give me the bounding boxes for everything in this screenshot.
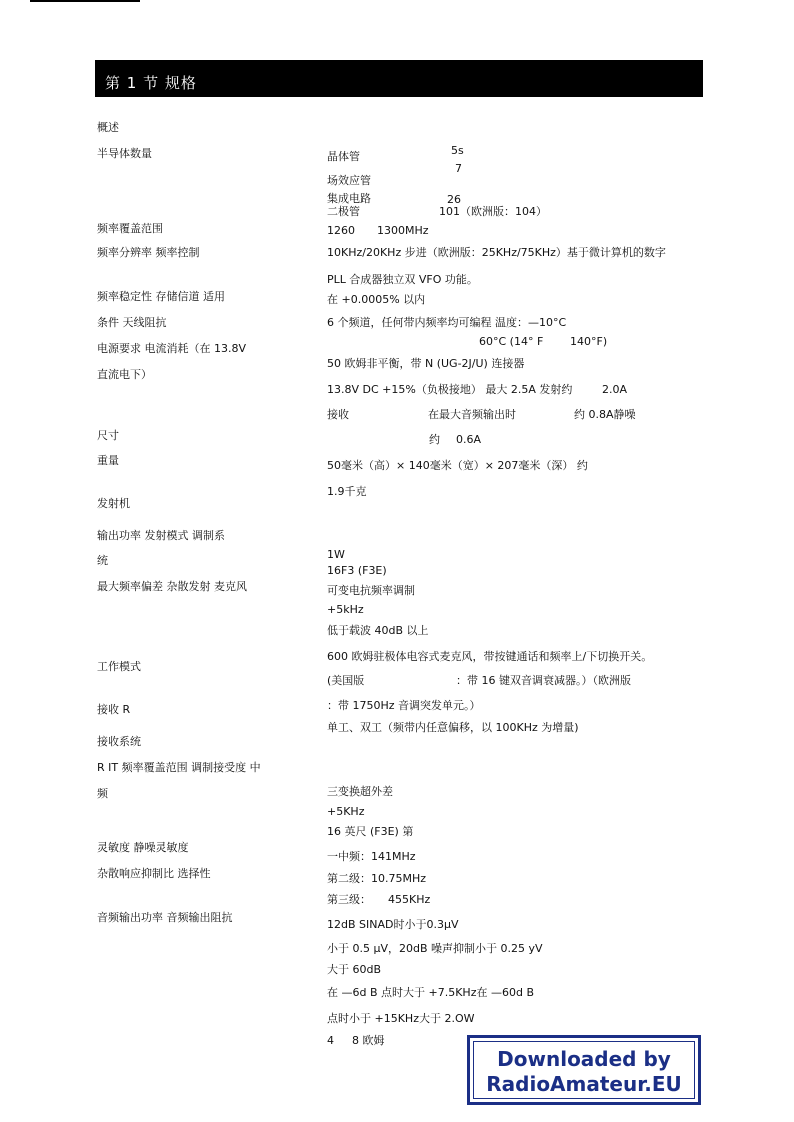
top-rule [30,0,140,2]
value-if2: 第二级：10.75MHz [327,872,427,885]
value-modulation: 可变电抗频率调制 [327,584,415,597]
value-fet-label: 场效应管 [327,174,371,187]
value-step: 10KHz/20KHz 步进（欧洲版：25KHz/75KHz）基于微计算机的数字 [327,246,666,259]
label-audio-output: 音频输出功率 音频输出阻抗 [97,911,233,924]
label-receiver-system: 接收系统 [97,735,141,748]
value-diode-count: 101（欧洲版：104） [439,205,547,218]
label-weight: 重量 [97,454,119,467]
value-power: 13.8V DC +15%（负极接地） 最大 2.5A 发射约 [327,383,573,396]
value-us-version: (美国版 [327,674,365,687]
label-frequency-stability: 频率稳定性 存储信道 适用 [97,290,225,303]
label-overview: 概述 [97,121,119,134]
value-deviation: +5kHz [327,603,364,616]
label-semiconductors: 半导体数量 [97,147,152,160]
value-temp-f: 140°F) [570,335,608,348]
value-tone-burst: ：带 1750Hz 音调突发单元。） [327,699,481,712]
label-if: 频 [97,787,108,800]
stamp-line-1: Downloaded by [497,1047,671,1071]
label-dimensions: 尺寸 [97,429,119,442]
label-output-power: 输出功率 发射模式 调制系 [97,529,225,542]
label-power-requirement: 电源要求 电流消耗（在 13.8V [97,342,247,355]
value-dtmf: ：带 16 键双音调衰减器。）（欧洲版 [456,674,631,687]
value-rx-system: 三变换超外差 [327,785,393,798]
label-sensitivity: 灵敏度 静噪灵敏度 [97,841,189,854]
value-rx-current: 约 0.8A静噪 [574,408,636,421]
value-rit: +5KHz [327,805,365,818]
value-output-power: 1W [327,548,345,561]
value-rx-max-audio: 在最大音频输出时 [428,408,516,421]
download-stamp [467,1035,701,1105]
value-operating-mode: 单工、双工（频带内任意偏移，以 100KHz 为增量) [327,721,579,734]
label-receiver: 接收 R [97,703,131,716]
value-impedance-low: 4 [327,1034,334,1047]
value-selectivity: 在 —6d B 点时大于 +7.5KHz在 —60d B [327,986,535,999]
value-squelch-approx: 约 [429,433,440,446]
value-pll: PLL 合成器独立双 VFO 功能。 [327,273,478,286]
value-ic-count: 26 [447,193,461,206]
value-impedance: 50 欧姆非平衡，带 N (UG-2J/U) 连接器 [327,357,525,370]
value-tx-current: 2.0A [602,383,628,396]
section-title: 第 1 节 规格 [105,74,197,92]
value-squelch-current: 0.6A [456,433,482,446]
value-squelch-sensitivity: 小于 0.5 μV，20dB 噪声抑制小于 0.25 yV [327,942,543,955]
label-dc: 直流电下） [97,368,152,381]
label-max-deviation: 最大频率偏差 杂散发射 麦克风 [97,580,247,593]
value-freq-high: 1300MHz [377,224,429,237]
label-frequency-resolution: 频率分辨率 频率控制 [97,246,200,259]
value-transistor-count: 5s [451,144,464,157]
stamp-line-2: RadioAmateur.EU [486,1072,682,1096]
value-if1: 一中频：141MHz [327,850,416,863]
value-temp-high: 60°C (14° F [479,335,544,348]
value-audio-power: 点时小于 +15KHz大于 2.OW [327,1012,475,1025]
value-mod-acceptance: 16 英尺 (F3E) 第 [327,825,414,838]
label-system: 统 [97,554,108,567]
label-rit-range: R IT 频率覆盖范围 调制接受度 中 [97,761,261,774]
label-transmitter: 发射机 [97,497,130,510]
value-diode-label: 二极管 [327,205,360,218]
value-emission: 16F3 (F3E) [327,564,387,577]
value-microphone: 600 欧姆驻极体电容式麦克风，带按键通话和频率上/下切换开关。 [327,650,653,663]
label-frequency-coverage: 频率覆盖范围 [97,222,163,235]
value-rx-label: 接收 [327,408,349,421]
value-spurious: 低于载波 40dB 以上 [327,624,429,637]
value-spurious-rejection: 大于 60dB [327,963,382,976]
value-stability: 在 +0.0005% 以内 [327,293,426,306]
value-freq-low: 1260 [327,224,355,237]
value-channels: 6 个频道，任何带内频率均可编程 温度：—10°C [327,316,567,329]
value-fet-count: 7 [455,162,462,175]
value-sensitivity: 12dB SINAD时小于0.3μV [327,918,459,931]
value-if3: 455KHz [388,893,431,906]
label-operating-mode: 工作模式 [97,660,141,673]
value-ic-label: 集成电路 [327,192,371,205]
value-weight: 1.9千克 [327,485,367,498]
label-antenna-impedance: 条件 天线阻抗 [97,316,167,329]
value-dimensions: 50毫米（高）× 140毫米（宽）× 207毫米（深） 约 [327,459,588,472]
section-header [95,60,703,97]
label-spurious-rejection: 杂散响应抑制比 选择性 [97,867,211,880]
value-impedance-ohm: 8 欧姆 [352,1034,385,1047]
value-if3-label: 第三级： [327,893,371,906]
value-transistor-label: 晶体管 [327,150,360,163]
